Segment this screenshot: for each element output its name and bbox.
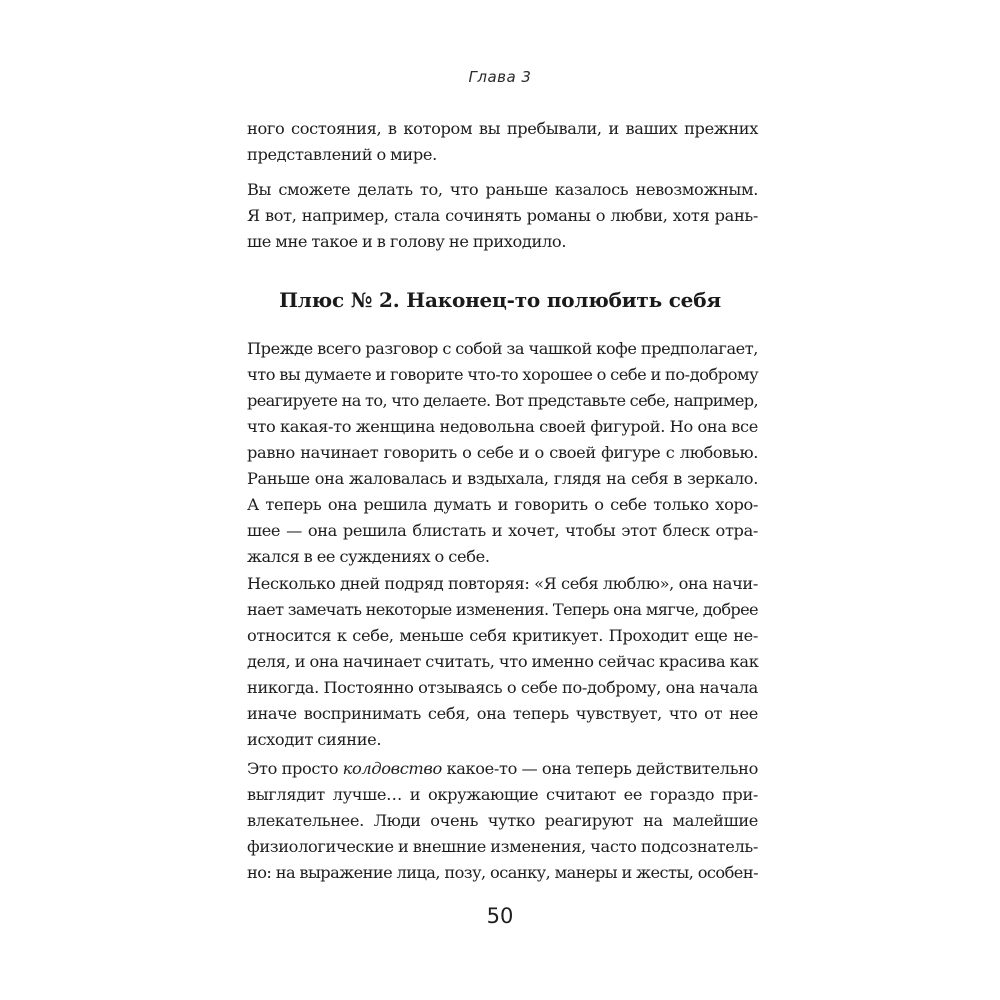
text-run: какое-то — она теперь действительно (441, 759, 758, 778)
text-line: Вы сможете делать то, что раньше казалось невозможным. (247, 180, 758, 199)
text-run: Это просто (247, 759, 343, 778)
text-line: физиологические и внешние изменения, часто подсознатель- (247, 837, 758, 856)
paragraph (247, 756, 758, 886)
text-line: представлений о мире. (247, 145, 437, 164)
paragraph (247, 336, 758, 570)
text-line: ного состояния, в котором вы пребывали, и ваших прежних (247, 119, 758, 138)
text-line (247, 756, 758, 782)
text-line: иначе воспринимать себя, она теперь чувствует, что от нее (247, 704, 758, 723)
text-line: шее — она решила блистать и хочет, чтобы этот блеск отра- (247, 521, 758, 540)
text-line: Несколько дней подряд повторяя: «Я себя люблю», она начи- (247, 574, 758, 593)
text-line: Я вот, например, стала сочинять романы о любви, хотя рань- (247, 206, 758, 225)
text-line: Раньше она жаловалась и вздыхала, глядя на себя в зеркало. (247, 469, 758, 488)
text-line: реагируете на то, что делаете. Вот представьте себе, например, (247, 391, 758, 410)
text-line: что вы думаете и говорите что-то хорошее о себе и по-доброму (247, 365, 759, 384)
text-line: выглядит лучше… и окружающие считают ее гораздо при- (247, 785, 758, 804)
paragraph (247, 177, 758, 255)
text-line: что какая-то женщина недовольна своей фигурой. Но она все (247, 417, 758, 436)
text-line: относится к себе, меньше себя критикует. Проходит еще не- (247, 626, 758, 645)
italic-emphasis: колдовство (342, 759, 442, 778)
section-heading: Плюс № 2. Наконец-то полюбить себя (279, 288, 721, 312)
paragraph (247, 571, 758, 753)
text-line: Прежде всего разговор с собой за чашкой кофе предполагает, (247, 339, 758, 358)
text-line: ше мне такое и в голову не приходило. (247, 232, 567, 251)
text-line: жался в ее суждениях о себе. (247, 547, 490, 566)
text-line: но: на выражение лица, позу, осанку, манеры и жесты, особен- (247, 863, 758, 882)
text-line: нает замечать некоторые изменения. Теперь она мягче, добрее (247, 600, 758, 619)
text-line: никогда. Постоянно отзываясь о себе по-доброму, она начала (247, 678, 758, 697)
text-line: исходит сияние. (247, 730, 382, 749)
text-line: А теперь она решила думать и говорить о себе только хоро- (247, 495, 758, 514)
page-number: 50 (486, 904, 514, 928)
text-line: равно начинает говорить о себе и о своей фигуре с любовью. (247, 443, 758, 462)
paragraph-continuation (247, 116, 758, 168)
text-line: деля, и она начинает считать, что именно сейчас красива как (247, 652, 759, 671)
text-line: влекательнее. Люди очень чутко реагируют на малейшие (247, 811, 758, 830)
running-head: Глава 3 (468, 68, 532, 86)
